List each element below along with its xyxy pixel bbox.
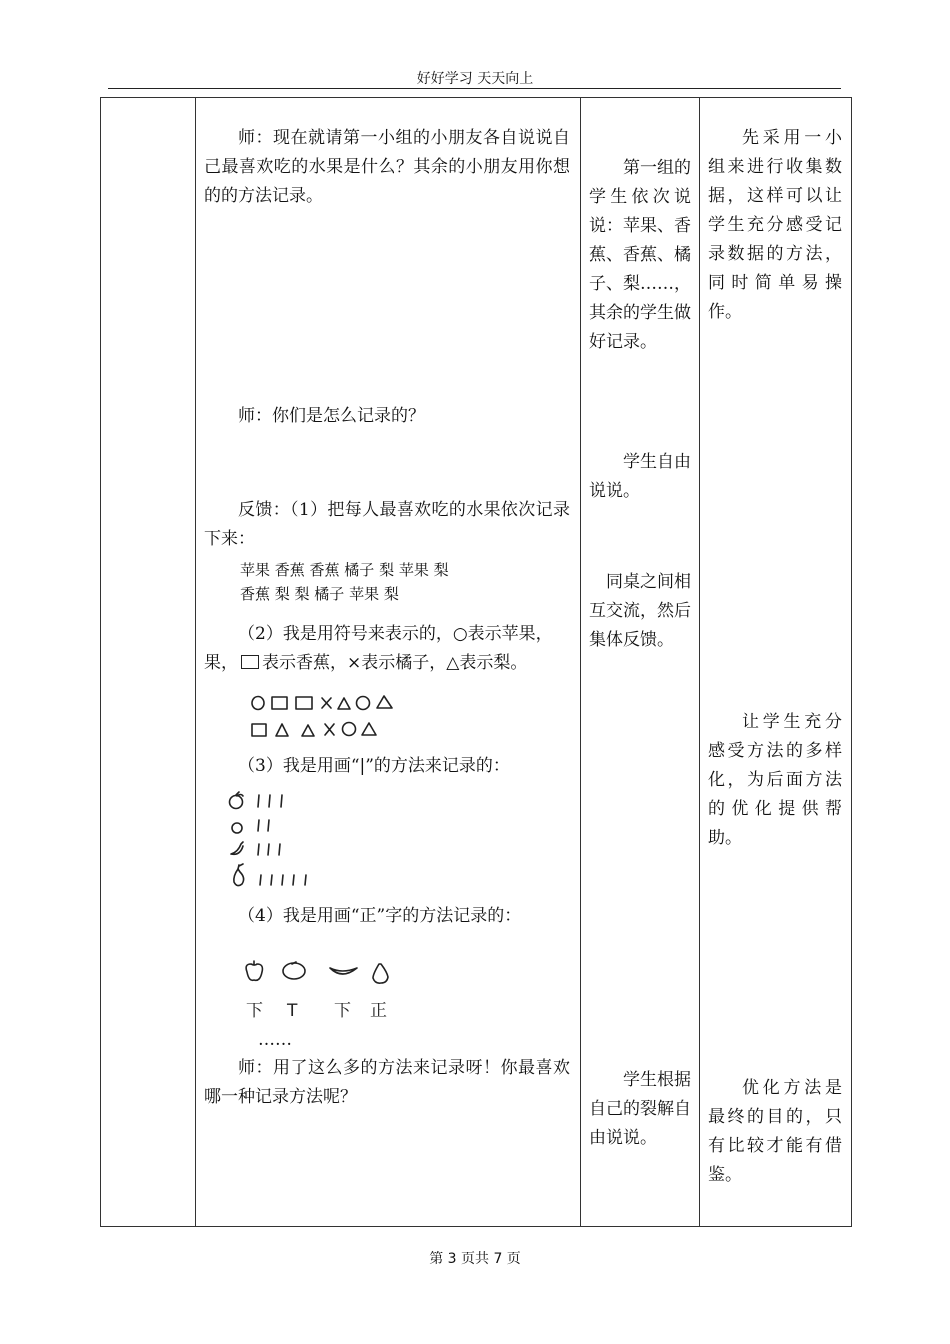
triangle-symbol-icon <box>377 696 392 708</box>
lesson-table <box>100 97 852 1227</box>
tally-mark-orange: T <box>287 1001 298 1021</box>
banana-icon <box>231 842 243 854</box>
method2-text-rest: 表示香蕉，×表示橘子，△表示梨。 <box>262 653 528 673</box>
student-activity-1: 第一组的学生依次说说：苹果、香蕉、香蕉、橘子、梨……，其余的学生做好记录。 <box>589 158 691 352</box>
teacher-prompt-2: 师：你们是怎么记录的？ <box>238 406 425 426</box>
tally-mark-apple: 下 <box>246 1001 263 1021</box>
design-intent-1: 先采用一小组来进行收集数据，这样可以让学生充分感受记录数据的方法，同时简单易操作。 <box>708 128 842 322</box>
triangle-symbol-icon <box>362 723 376 735</box>
orange-icon <box>283 962 305 979</box>
method1-handwritten-line2: 香蕉 梨 梨 橘子 苹果 梨 <box>240 585 399 603</box>
apple-icon <box>246 961 262 980</box>
teacher-prompt-1: 师：现在就请第一小组的小朋友各自说说自己最喜欢吃的水果是什么？其余的小朋友用你想的的方法记录。 <box>204 128 570 206</box>
square-symbol-icon <box>252 724 266 736</box>
student-activity-2: 学生自由说说。 <box>589 452 691 501</box>
teacher-column <box>196 98 581 1227</box>
tally-apple <box>258 795 282 807</box>
tally-banana <box>258 844 280 855</box>
tally-mark-banana: 下 <box>334 1001 351 1021</box>
student-activity-4: 学生根据自己的裂解自由说说。 <box>589 1070 691 1148</box>
circle-symbol-icon <box>343 723 356 736</box>
cross-symbol-icon <box>325 724 334 735</box>
symbol-sequence-drawing <box>250 692 420 742</box>
teacher-prompt-3: 师：用了这么多的方法来记录呀！你最喜欢哪一种记录方法呢？ <box>204 1058 570 1107</box>
student-activity-3: 同桌之间相互交流，然后集体反馈。 <box>589 572 691 650</box>
method3-text: （3）我是用画“|”的方法来记录的： <box>238 756 510 776</box>
feedback-intro: 反馈：（1）把每人最喜欢吃的水果依次记录下来： <box>204 500 570 549</box>
banana-icon <box>330 968 357 974</box>
ellipsis: …… <box>258 1030 292 1050</box>
cross-symbol-icon <box>322 698 331 708</box>
design-intent-3: 优化方法是最终的目的，只有比较才能有借鉴。 <box>708 1078 842 1185</box>
method4-text: （4）我是用画“正”字的方法记录的： <box>238 906 522 926</box>
apple-icon <box>230 792 244 809</box>
pear-icon <box>234 864 244 886</box>
student-column <box>581 98 700 1227</box>
blank-column <box>101 98 196 1227</box>
triangle-symbol-icon <box>338 698 350 709</box>
circle-symbol-icon <box>357 697 370 710</box>
method1-handwritten-line1: 苹果 香蕉 香蕉 橘子 梨 苹果 梨 <box>240 561 449 579</box>
square-symbol-icon <box>272 697 287 709</box>
design-intent-2: 让学生充分感受方法的多样化，为后面方法的优化提供帮助。 <box>708 712 842 848</box>
page-header: 好好学习 天天向上 <box>416 71 534 87</box>
square-symbol-icon <box>296 697 312 709</box>
triangle-symbol-icon <box>302 725 314 736</box>
intent-column <box>700 98 852 1227</box>
method2-text: （2）我是用符号来表示的，○表示苹果， <box>238 624 553 644</box>
header-rule <box>108 88 841 89</box>
page-footer: 第 3 页共 7 页 <box>429 1251 521 1267</box>
pear-icon <box>373 964 388 983</box>
triangle-symbol-icon <box>276 724 288 736</box>
method2-text-line2: 果， 表示香蕉，×表示橘子，△表示梨。 <box>204 653 528 673</box>
tally-pear <box>260 875 306 885</box>
tally-mark-pear: 正 <box>370 1001 387 1021</box>
tally-orange <box>258 820 269 831</box>
circle-symbol-icon <box>252 697 264 710</box>
tally-drawing <box>226 792 336 892</box>
orange-icon <box>232 823 242 833</box>
square-symbol-icon <box>241 655 259 669</box>
zheng-tally-drawing <box>242 962 412 1024</box>
